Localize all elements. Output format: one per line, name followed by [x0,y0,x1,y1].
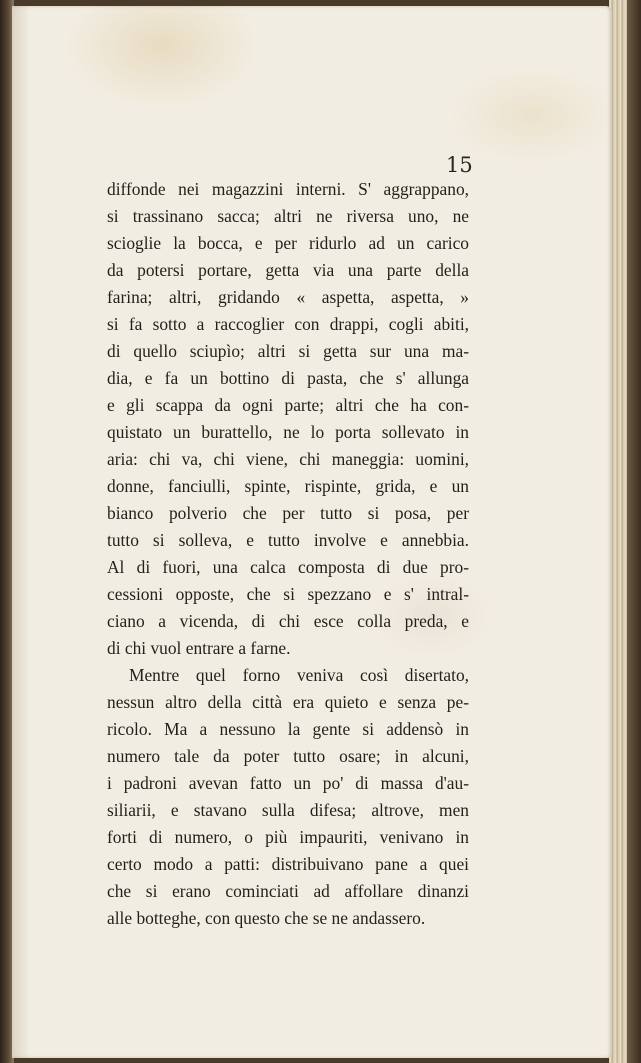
text-line: da potersi portare, getta via una parte della [107,260,469,280]
text-line: alle botteghe, con questo che se ne andassero. [107,908,426,928]
text-line: farina; altri, gridando « aspetta, aspetta, » [107,287,469,307]
text-line: nessun altro della città era quieto e senza pe- [107,692,469,712]
body-text [107,176,469,932]
text-line: quistato un burattello, ne lo porta sollevato in [107,422,469,442]
text-line: ciano a vicenda, di chi esce colla preda, e [107,611,469,631]
text-line: donne, fanciulli, spinte, rispinte, grida, e un [107,476,469,496]
text-line: dia, e fa un bottino di pasta, che s' allunga [107,368,469,388]
text-line: e gli scappa da ogni parte; altri che ha con- [107,395,469,415]
text-line: si trassinano sacca; altri ne riversa uno, ne [107,206,469,226]
text-line: forti di numero, o più impauriti, venivano in [107,827,469,847]
page-number: 15 [446,153,473,177]
text-line: diffonde nei magazzini interni. S' aggrappano, [107,179,469,199]
text-line: bianco polverio che per tutto si posa, per [107,503,469,523]
text-line: di chi vuol entrare a farne. [107,638,291,658]
text-line: tutto si solleva, e tutto involve e annebbia. [107,530,469,550]
text-line: siliarii, e stavano sulla difesa; altrove, men [107,800,469,820]
text-line: numero tale da poter tutto osare; in alcuni, [107,746,469,766]
book-page [12,6,612,1058]
text-line: che si erano cominciati ad affollare dinanzi [107,881,469,901]
text-line: aria: chi va, chi viene, chi maneggia: uomini, [107,449,469,469]
text-line: Mentre quel forno veniva così disertato, [129,665,469,685]
text-line: certo modo a patti: distribuivano pane a quei [107,854,469,874]
text-line: cessioni opposte, che si spezzano e s' intral- [107,584,469,604]
text-line: scioglie la bocca, e per ridurlo ad un carico [107,233,469,253]
text-line: Al di fuori, una calca composta di due pro- [107,557,469,577]
text-line: di quello sciupìo; altri si getta sur una ma- [107,341,469,361]
page-edges [609,0,641,1063]
text-line: ricolo. Ma a nessuno la gente si addensò in [107,719,469,739]
text-line: i padroni avevan fatto un po' di massa d'au- [107,773,469,793]
text-line: si fa sotto a raccoglier con drappi, cogli abiti, [107,314,469,334]
